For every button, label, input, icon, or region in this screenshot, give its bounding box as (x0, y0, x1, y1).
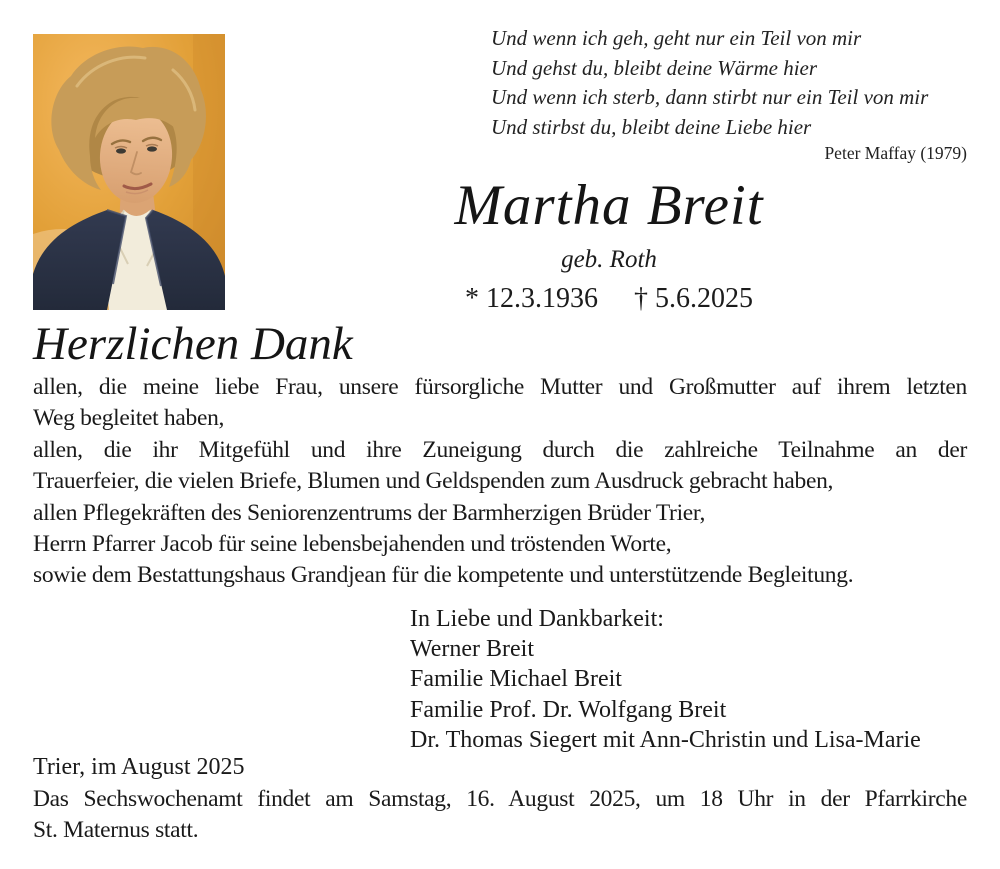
family-intro: In Liebe und Dankbarkeit: (410, 606, 664, 632)
maiden-name: geb. Roth (561, 246, 657, 273)
thanks-line: Trauerfeier, die vielen Briefe, Blumen und Geldspenden zum Ausdruck gebracht haben, (33, 468, 834, 495)
thanks-line: allen, die meine liebe Frau, unsere fürsorgliche Mutter und Großmutter auf ihrem letzten (33, 374, 967, 400)
deceased-block (228, 176, 990, 314)
poem-line: Und wenn ich sterb, dann stirbt nur ein Teil von mir (491, 85, 929, 109)
poem-attribution: Peter Maffay (1979) (824, 143, 967, 163)
service-notice-line: St. Maternus statt. (33, 817, 199, 844)
thanks-line: Herrn Pfarrer Jacob für seine lebensbejahenden und tröstenden Worte, (33, 531, 672, 558)
service-notice-line: Das Sechswochenamt findet am Samstag, 16. August 2025, um 18 Uhr in der Pfarrkirche (33, 786, 967, 812)
poem-line: Und stirbst du, bleibt deine Liebe hier (491, 114, 812, 139)
thanks-heading: Herzlichen Dank (33, 318, 353, 370)
service-notice (33, 784, 967, 847)
family-block (410, 604, 970, 755)
place-date: Trier, im August 2025 (33, 754, 245, 780)
family-member: Familie Prof. Dr. Wolfgang Breit (410, 696, 727, 723)
thanks-text (33, 372, 967, 592)
death-date: † 5.6.2025 (634, 283, 753, 314)
thanks-line: Weg begleitet haben, (33, 405, 225, 432)
memorial-poem (491, 24, 981, 142)
poem-line: Und gehst du, bleibt deine Wärme hier (491, 55, 818, 80)
life-dates (228, 284, 990, 314)
family-member: Familie Michael Breit (410, 666, 622, 693)
deceased-name: Martha Breit (454, 174, 764, 237)
thanks-line: allen, die ihr Mitgefühl und ihre Zuneigung durch die zahlreiche Teilnahme an der (33, 436, 967, 463)
family-member: Dr. Thomas Siegert mit Ann-Christin und Lisa-Marie (410, 726, 921, 753)
thanks-line: sowie dem Bestattungshaus Grandjean für die kompetente und unterstützende Begleitung. (33, 562, 854, 589)
poem-line: Und wenn ich geh, geht nur ein Teil von mir (491, 26, 862, 50)
family-member: Werner Breit (410, 636, 535, 663)
birth-date: * 12.3.1936 (465, 283, 598, 314)
portrait-photo (33, 34, 225, 310)
thanks-line: allen Pflegekräften des Seniorenzentrums der Barmherzigen Brüder Trier, (33, 499, 706, 526)
portrait-photo-graphic (33, 34, 225, 310)
